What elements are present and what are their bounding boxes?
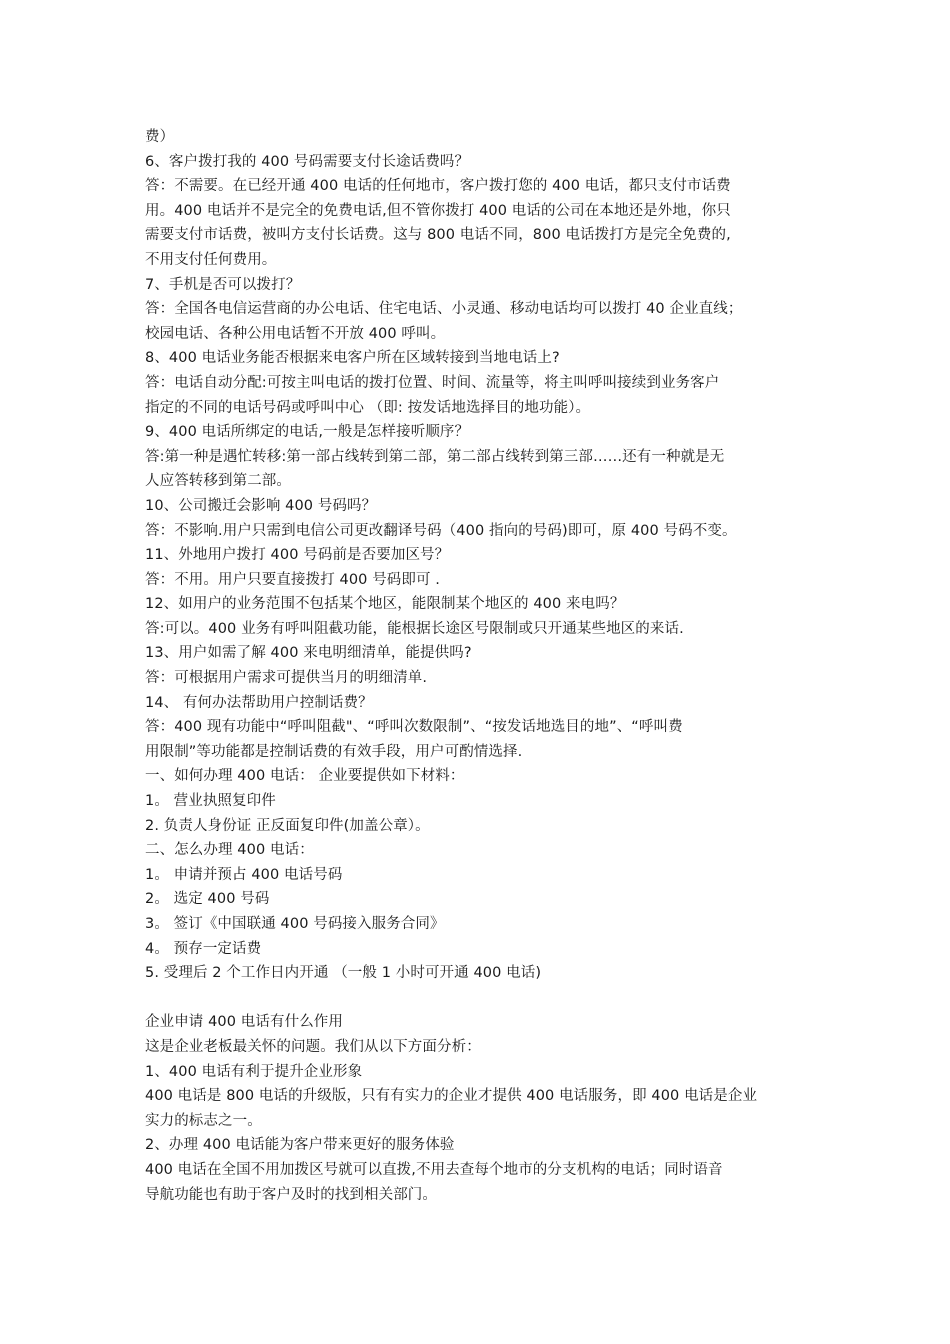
section-heading: 二、怎么办理 400 电话： — [145, 842, 314, 859]
text-line: 不用支付任何费用。 — [145, 251, 277, 268]
text-line: 答：全国各电信运营商的办公电话、住宅电话、小灵通、移动电话均可以拨打 40 企业直线； — [145, 301, 743, 318]
list-item: 1。 营业执照复印件 — [145, 793, 276, 810]
text-line: 答：不影响.用户只需到电信公司更改翻译号码（400 指向的号码)即可，原 400 号码不变。 — [145, 522, 737, 539]
text-line: 答：可根据用户需求可提供当月的明细清单. — [145, 670, 428, 687]
question-heading: 8、400 电话业务能否根据来电客户所在区域转接到当地电话上? — [145, 350, 560, 367]
list-item: 4。 预存一定话费 — [145, 940, 262, 957]
question-heading: 7、手机是否可以拨打？ — [145, 276, 301, 293]
question-heading: 6、客户拨打我的 400 号码需要支付长途话费吗？ — [145, 153, 470, 170]
list-item: 1。 申请并预占 400 电话号码 — [145, 866, 343, 883]
list-item: 3。 签订《中国联通 400 号码接入服务合同》 — [145, 916, 445, 932]
list-item: 2。 选定 400 号码 — [145, 891, 270, 908]
question-heading: 10、公司搬迁会影响 400 号码吗？ — [145, 497, 377, 514]
question-heading: 13、用户如需了解 400 来电明细清单，能提供吗? — [145, 645, 472, 662]
text-line: 实力的标志之一。 — [145, 1112, 262, 1129]
text-line: 费） — [145, 129, 175, 145]
point-heading: 2、办理 400 电话能为客户带来更好的服务体验 — [145, 1137, 455, 1154]
text-line: 答：不需要。在已经开通 400 电话的任何地市，客户拨打您的 400 电话，都只支付市话费 — [145, 178, 731, 195]
text-line: 答：不用。用户只要直接拨打 400 号码即可 . — [145, 571, 441, 588]
list-item: 2. 负责人身份证 正反面复印件(加盖公章）。 — [145, 817, 430, 834]
text-line: 这是企业老板最关怀的问题。我们从以下方面分析： — [145, 1038, 481, 1055]
section-heading: 一、如何办理 400 电话： 企业要提供如下材料： — [145, 768, 465, 785]
text-line: 用。400 电话并不是完全的免费电话,但不管你拨打 400 电话的公司在本地还是外地，你只 — [145, 202, 731, 219]
list-item: 5. 受理后 2 个工作日内开通 （一般 1 小时可开通 400 电话) — [145, 965, 542, 982]
text-line: 人应答转移到第二部。 — [145, 473, 291, 490]
text-line: 400 电话在全国不用加拨区号就可以直拨,不用去查每个地市的分支机构的电话；同时语音 — [145, 1161, 723, 1178]
question-heading: 11、外地用户拨打 400 号码前是否要加区号？ — [145, 547, 450, 564]
question-heading: 9、400 电话所绑定的电话,一般是怎样接听顺序？ — [145, 424, 470, 441]
text-line: 答:可以。400 业务有呼叫阻截功能，能根据长途区号限制或只开通某些地区的来话. — [145, 620, 684, 637]
document-body — [145, 125, 825, 1207]
question-heading: 12、如用户的业务范围不包括某个地区，能限制某个地区的 400 来电吗？ — [145, 596, 625, 613]
text-line: 答：电话自动分配:可按主叫电话的拨打位置、时间、流量等，将主叫呼叫接续到业务客户 — [145, 374, 720, 391]
text-line: 需要支付市话费，被叫方支付长话费。这与 800 电话不同，800 电话拨打方是完全免费的, — [145, 227, 731, 244]
text-line: 400 电话是 800 电话的升级版，只有有实力的企业才提供 400 电话服务，即 400 电话是企业 — [145, 1088, 758, 1105]
text-line: 答：400 现有功能中“呼叫阻截"、“呼叫次数限制”、“按发话地选目的地”、“呼叫费 — [145, 719, 683, 736]
text-line: 校园电话、各种公用电话暂不开放 400 呼叫。 — [145, 325, 446, 342]
blank-line — [145, 986, 825, 1011]
text-line: 导航功能也有助于客户及时的找到相关部门。 — [145, 1186, 437, 1203]
question-heading: 14、 有何办法帮助用户控制话费？ — [145, 694, 373, 711]
article-title: 企业申请 400 电话有什么作用 — [145, 1014, 343, 1031]
text-line: 指定的不同的电话号码或呼叫中心 （即: 按发话地选择目的地功能）。 — [145, 399, 591, 416]
text-line: 用限制”等功能都是控制话费的有效手段，用户可酌情选择. — [145, 743, 523, 760]
text-line: 答:第一种是遇忙转移:第一部占线转到第二部，第二部占线转到第三部……还有一种就是无 — [145, 448, 725, 465]
point-heading: 1、400 电话有利于提升企业形象 — [145, 1063, 363, 1080]
